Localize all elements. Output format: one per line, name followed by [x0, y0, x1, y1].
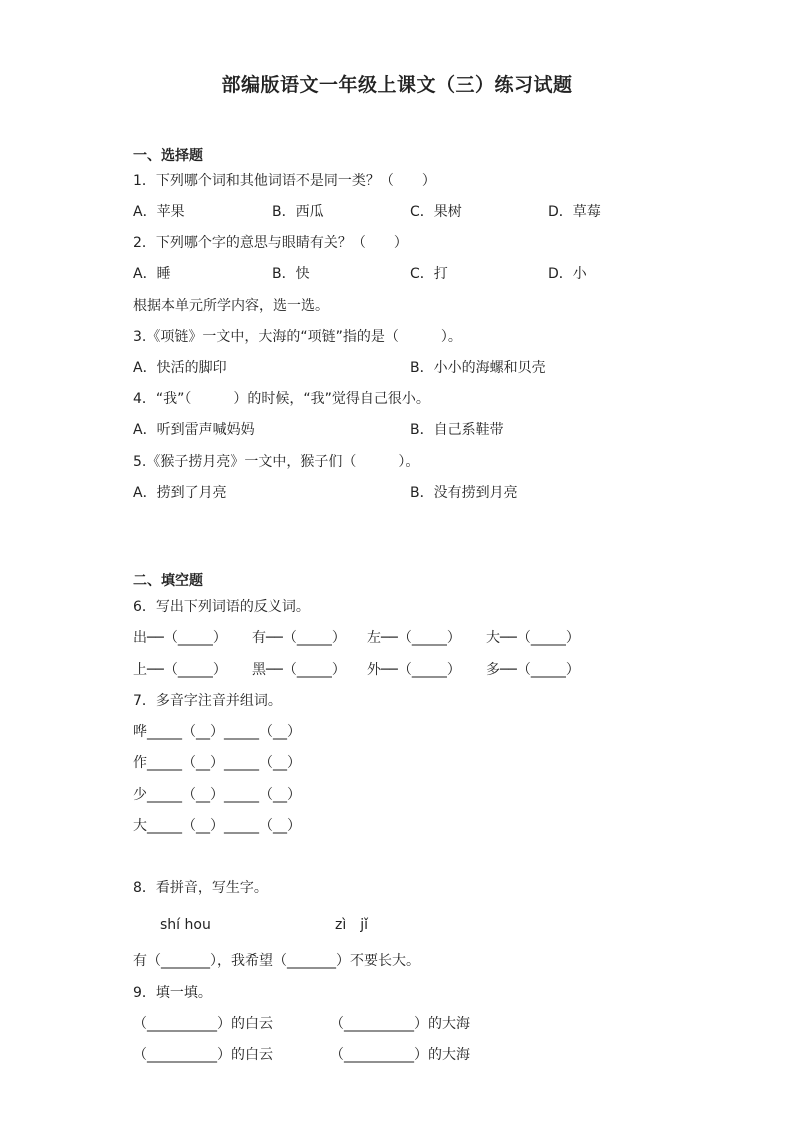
question-2-stem: 2．下列哪个字的意思与眼睛有关？（ ）	[133, 235, 408, 251]
q6-row2-item4: 多──（_____）	[486, 662, 580, 678]
q1-option-d: D．草莓	[548, 204, 601, 220]
question-1-stem: 1．下列哪个词和其他词语不是同一类？（ ）	[133, 173, 436, 189]
q8-pinyin-1: shí hou	[160, 917, 211, 933]
q6-row2-item1: 上──（_____）	[133, 662, 227, 678]
q9-row1-item1: （__________）的白云	[133, 1016, 273, 1032]
question-8-stem: 8．看拼音，写生字。	[133, 880, 268, 896]
q4-option-b: B．自己系鞋带	[410, 422, 504, 438]
question-3-stem: 3.《项链》一文中，大海的“项链”指的是（ ）。	[133, 329, 462, 345]
q1-option-a: A．苹果	[133, 204, 185, 220]
question-5-stem: 5.《猴子捞月亮》一文中，猴子们（ ）。	[133, 454, 420, 470]
q6-row1-item3: 左──（_____）	[367, 630, 461, 646]
instruction-text: 根据本单元所学内容，选一选。	[133, 298, 329, 314]
q3-option-a: A．快活的脚印	[133, 360, 227, 376]
question-9-stem: 9．填一填。	[133, 985, 212, 1001]
q9-row2-item2: （__________）的大海	[330, 1047, 470, 1063]
q7-row-2: 作_____（__）_____（__）	[133, 755, 301, 771]
q2-option-d: D．小	[548, 266, 587, 282]
q8-pinyin-2: zì jǐ	[335, 917, 369, 933]
q6-row1-item2: 有──（_____）	[252, 630, 346, 646]
q1-option-b: B．西瓜	[272, 204, 324, 220]
q9-row2-item1: （__________）的白云	[133, 1047, 273, 1063]
q8-sentence: 有（_______），我希望（_______）不要长大。	[133, 953, 420, 969]
question-7-stem: 7．多音字注音并组词。	[133, 693, 282, 709]
q6-row2-item3: 外──（_____）	[367, 662, 461, 678]
q7-row-1: 哗_____（__）_____（__）	[133, 724, 301, 740]
q3-option-b: B．小小的海螺和贝壳	[410, 360, 546, 376]
q7-row-3: 少_____（__）_____（__）	[133, 787, 301, 803]
q5-option-b: B．没有捞到月亮	[410, 485, 518, 501]
q2-option-a: A．睡	[133, 266, 171, 282]
q9-row1-item2: （__________）的大海	[330, 1016, 470, 1032]
q5-option-a: A．捞到了月亮	[133, 485, 227, 501]
q6-row1-item4: 大──（_____）	[486, 630, 580, 646]
q6-row1-item1: 出──（_____）	[133, 630, 227, 646]
question-4-stem: 4．“我”（ ）的时候，“我”觉得自己很小。	[133, 391, 430, 407]
q6-row2-item2: 黑──（_____）	[252, 662, 346, 678]
q1-option-c: C．果树	[410, 204, 462, 220]
section-heading-fill: 二、填空题	[133, 573, 203, 589]
q7-row-4: 大_____（__）_____（__）	[133, 818, 301, 834]
section-heading-choice: 一、选择题	[133, 148, 203, 164]
q2-option-b: B．快	[272, 266, 310, 282]
page-title: 部编版语文一年级上课文（三）练习试题	[221, 74, 573, 96]
q2-option-c: C．打	[410, 266, 448, 282]
question-6-stem: 6．写出下列词语的反义词。	[133, 599, 310, 615]
q4-option-a: A．听到雷声喊妈妈	[133, 422, 255, 438]
